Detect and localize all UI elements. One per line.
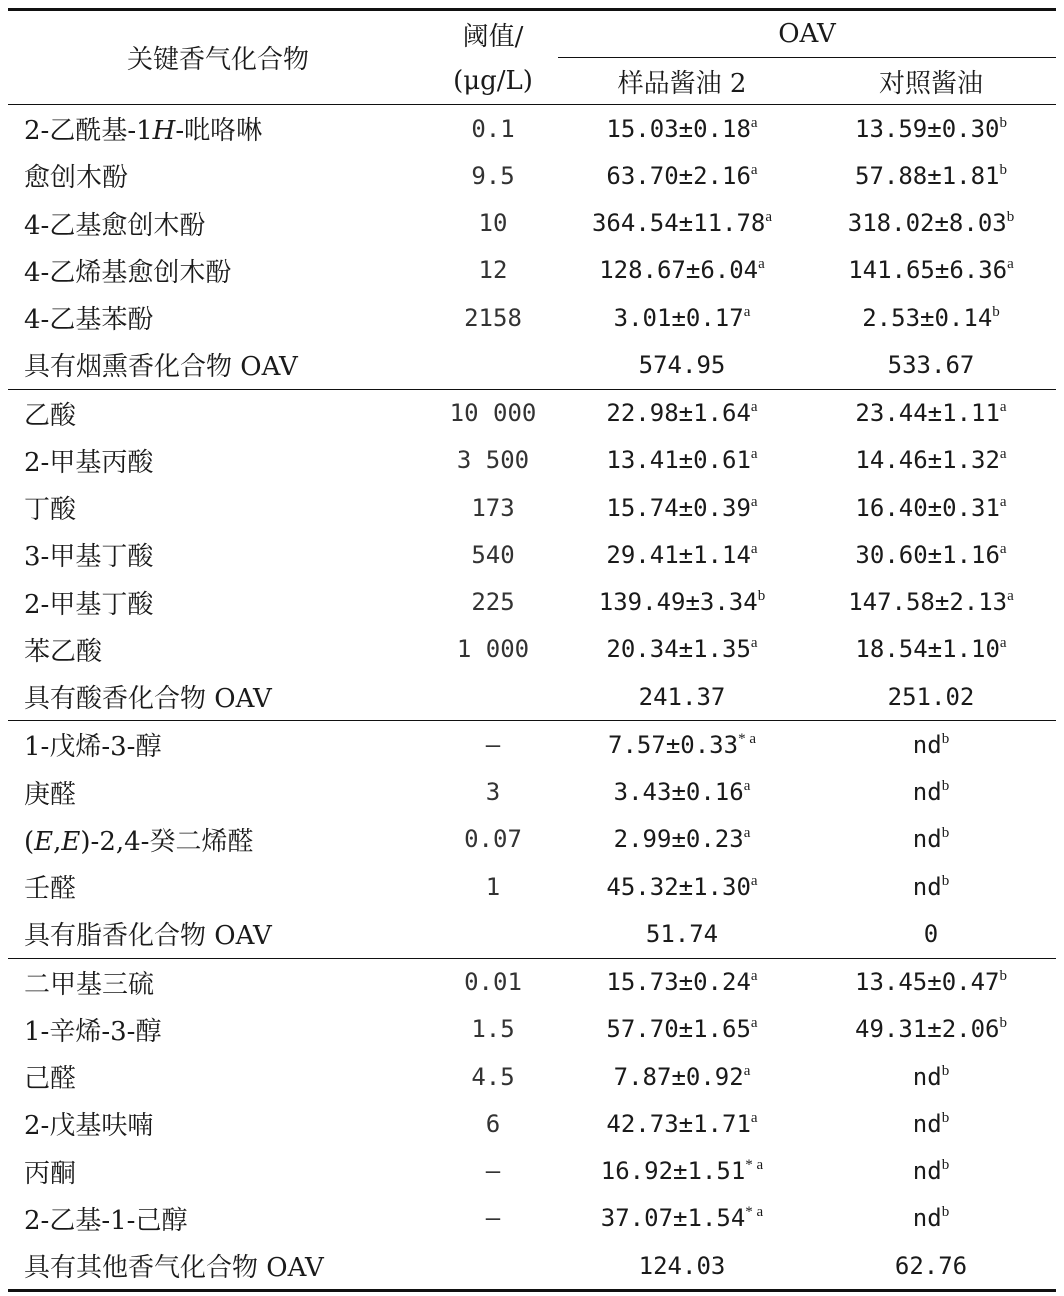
sample-significance: a: [750, 114, 758, 131]
sample-oav-value: 57.70±1.65: [606, 1015, 751, 1044]
compound-group: [8, 389, 1056, 721]
control-oav: [806, 1053, 1056, 1100]
control-oav-value: 147.58±2.13: [848, 588, 1008, 617]
compound-name: 4-乙烯基愈创木酚: [24, 257, 232, 288]
control-oav: [806, 816, 1056, 863]
compound-name: 1-戊烯-3-醇: [24, 732, 162, 763]
control-oav: [806, 1006, 1056, 1053]
table-row: [8, 863, 1056, 910]
control-oav: [806, 200, 1056, 247]
sample-oav-value: 7.87±0.92: [613, 1062, 744, 1091]
control-significance: b: [941, 1062, 950, 1079]
sample-oav-value: 45.32±1.30: [606, 872, 751, 901]
control-total: 533.67: [887, 350, 975, 379]
control-significance: b: [941, 1109, 950, 1126]
sample-oav: [558, 1148, 806, 1195]
sample-significance: a: [750, 635, 758, 652]
threshold-value: 225: [471, 588, 515, 617]
compound-name: 苯乙酸: [24, 636, 103, 667]
control-oav-value: nd: [912, 778, 942, 807]
table-row: [8, 721, 1056, 769]
threshold-value: 3 500: [456, 446, 530, 475]
table-row: [8, 1195, 1056, 1242]
table-row: [8, 769, 1056, 816]
control-significance: a: [999, 540, 1007, 557]
control-significance: b: [941, 730, 950, 747]
sample-oav: [558, 152, 806, 199]
sample-total: 574.95: [638, 350, 726, 379]
compound-header: 关键香气化合物: [126, 45, 309, 75]
table-header: [8, 10, 1056, 105]
threshold-value: 0.07: [464, 825, 522, 854]
control-oav: [806, 389, 1056, 437]
compound-name: 4-乙基苯酚: [24, 305, 154, 336]
control-significance: a: [999, 399, 1007, 416]
control-oav: [806, 769, 1056, 816]
sample-oav-value: 364.54±11.78: [591, 209, 766, 238]
sample-oav-value: 15.03±0.18: [606, 114, 751, 143]
control-significance: b: [999, 161, 1007, 178]
sample-oav-value: 15.74±0.39: [606, 493, 751, 522]
compound-name: 2-戊基呋喃: [24, 1111, 154, 1142]
control-oav-value: nd: [912, 825, 942, 854]
compound-name: 4-乙基愈创木酚: [24, 210, 206, 241]
sample-oav-value: 42.73±1.71: [606, 1109, 751, 1138]
sample-oav: [558, 1195, 806, 1242]
sample-oav-value: 3.43±0.16: [613, 778, 744, 807]
compound-name: 丁酸: [24, 495, 77, 526]
control-oav: [806, 1100, 1056, 1147]
threshold-value: 10: [478, 209, 508, 238]
sample-oav-value: 3.01±0.17: [613, 303, 744, 332]
sample-significance: a: [750, 540, 758, 557]
control-oav: [806, 958, 1056, 1006]
threshold-header-line2: (μg/L): [453, 65, 533, 96]
control-oav: [806, 484, 1056, 531]
sample-significance: a: [750, 1015, 758, 1032]
table-row: [8, 626, 1056, 673]
compound-name: 己醛: [24, 1064, 77, 1095]
control-oav-value: 16.40±0.31: [855, 493, 1000, 522]
sample-oav: [558, 1053, 806, 1100]
sample-significance: a: [765, 209, 773, 226]
control-significance: b: [941, 872, 950, 889]
compound-name: 愈创木酚: [24, 163, 129, 194]
compound-name: 丙酮: [24, 1158, 77, 1189]
control-oav: [806, 1148, 1056, 1195]
control-total: 62.76: [894, 1251, 968, 1280]
sample-total: 124.03: [638, 1251, 726, 1280]
threshold-value: —: [485, 1204, 501, 1233]
control-oav: [806, 626, 1056, 673]
control-oav-value: 13.59±0.30: [855, 114, 1000, 143]
control-oav-value: 141.65±6.36: [848, 256, 1008, 285]
sample-significance: a: [750, 493, 758, 510]
table-row: [8, 1006, 1056, 1053]
sample-significance: a: [743, 825, 751, 842]
compound-name: (E,E)-2,4-癸二烯醛: [24, 826, 254, 857]
compound-group: [8, 105, 1056, 390]
sample-significance: * a: [745, 1157, 764, 1174]
control-oav-value: 2.53±0.14: [862, 303, 993, 332]
control-total: 251.02: [887, 682, 975, 711]
total-label: 具有酸香化合物 OAV: [24, 684, 272, 715]
threshold-value: 2158: [464, 303, 522, 332]
sample-oav-value: 63.70±2.16: [606, 161, 751, 190]
control-oav-value: 13.45±0.47: [855, 968, 1000, 997]
control-significance: b: [941, 1157, 950, 1174]
sample-significance: a: [750, 968, 758, 985]
total-label: 具有烟熏香化合物 OAV: [24, 352, 298, 383]
sample-total: 241.37: [638, 682, 726, 711]
sample-oav-value: 13.41±0.61: [606, 446, 751, 475]
table-row: [8, 152, 1056, 199]
sample-significance: b: [757, 588, 766, 605]
table-row: [8, 247, 1056, 294]
control-significance: b: [999, 114, 1007, 131]
control-oav: [806, 247, 1056, 294]
control-oav: [806, 152, 1056, 199]
sample-oav-value: 7.57±0.33: [608, 730, 739, 759]
control-significance: b: [941, 825, 950, 842]
sample-significance: * a: [745, 1204, 764, 1221]
total-row: [8, 910, 1056, 958]
control-significance: a: [999, 446, 1007, 463]
sample-oav: [558, 863, 806, 910]
control-significance: b: [941, 1204, 950, 1221]
compound-group: [8, 958, 1056, 1291]
control-oav-value: 318.02±8.03: [847, 209, 1007, 238]
control-oav: [806, 105, 1056, 153]
sample-total: 51.74: [645, 919, 719, 948]
control-oav-value: 18.54±1.10: [855, 635, 1000, 664]
sample-header: 样品酱油 2: [617, 68, 747, 99]
sample-oav-value: 29.41±1.14: [606, 540, 751, 569]
sample-oav: [558, 579, 806, 626]
control-header: 对照酱油: [879, 68, 984, 99]
compound-name: 壬醛: [24, 874, 77, 905]
control-oav-value: nd: [912, 730, 942, 759]
compound-name: 3-甲基丁酸: [24, 542, 154, 573]
sample-oav-value: 2.99±0.23: [613, 825, 744, 854]
sample-oav-value: 139.49±3.34: [598, 588, 758, 617]
compound-name: 2-乙基-1-己醇: [24, 1205, 188, 1236]
sample-oav: [558, 105, 806, 153]
sample-oav: [558, 200, 806, 247]
control-oav: [806, 437, 1056, 484]
control-oav: [806, 863, 1056, 910]
sample-oav: [558, 626, 806, 673]
control-oav-value: nd: [912, 872, 942, 901]
sample-oav: [558, 437, 806, 484]
table-row: [8, 816, 1056, 863]
sample-oav: [558, 247, 806, 294]
total-label: 具有其他香气化合物 OAV: [24, 1253, 324, 1284]
sample-significance: a: [750, 446, 758, 463]
table-row: [8, 437, 1056, 484]
total-row: [8, 341, 1056, 389]
table-row: [8, 389, 1056, 437]
threshold-value: 10 000: [449, 399, 537, 428]
sample-oav-value: 16.92±1.51: [600, 1157, 746, 1186]
table-row: [8, 531, 1056, 578]
sample-significance: * a: [738, 730, 756, 747]
control-oav: [806, 721, 1056, 769]
threshold-header-line1: 阈值/: [462, 21, 524, 52]
compound-name: 2-甲基丁酸: [24, 589, 154, 620]
total-row: [8, 673, 1056, 721]
control-oav: [806, 579, 1056, 626]
sample-oav: [558, 1100, 806, 1147]
table-row: [8, 579, 1056, 626]
compound-group: [8, 721, 1056, 958]
threshold-value: 12: [478, 256, 508, 285]
threshold-value: —: [485, 1157, 501, 1186]
control-oav-value: nd: [912, 1204, 942, 1233]
control-oav-value: 23.44±1.11: [855, 399, 1000, 428]
control-total: 0: [923, 919, 939, 948]
table-row: [8, 1053, 1056, 1100]
control-significance: b: [1006, 209, 1015, 226]
sample-oav-value: 15.73±0.24: [606, 968, 751, 997]
threshold-value: 9.5: [471, 161, 515, 190]
control-oav: [806, 531, 1056, 578]
compound-name: 乙酸: [24, 400, 77, 431]
control-significance: a: [999, 493, 1007, 510]
control-oav-value: 30.60±1.16: [855, 540, 1000, 569]
control-oav-value: 14.46±1.32: [855, 446, 1000, 475]
sample-significance: a: [750, 399, 758, 416]
threshold-value: 0.1: [471, 114, 515, 143]
threshold-value: 4.5: [471, 1062, 515, 1091]
control-significance: a: [1007, 588, 1014, 605]
threshold-value: 0.01: [464, 968, 522, 997]
control-significance: b: [992, 303, 1000, 320]
oav-header: OAV: [558, 10, 1056, 58]
control-oav: [806, 1195, 1056, 1242]
sample-significance: a: [750, 161, 758, 178]
sample-oav: [558, 484, 806, 531]
threshold-value: 3: [485, 778, 501, 807]
control-oav-value: 57.88±1.81: [855, 161, 1000, 190]
sample-significance: a: [750, 1109, 758, 1126]
sample-oav-value: 128.67±6.04: [599, 256, 759, 285]
sample-significance: a: [743, 303, 751, 320]
compound-name: 庚醛: [24, 779, 77, 810]
sample-oav-value: 22.98±1.64: [606, 399, 751, 428]
table-row: [8, 958, 1056, 1006]
sample-significance: a: [743, 1062, 751, 1079]
threshold-value: 540: [471, 540, 515, 569]
sample-significance: a: [743, 778, 751, 795]
sample-oav-value: 37.07±1.54: [600, 1204, 746, 1233]
control-oav-value: nd: [912, 1157, 942, 1186]
sample-oav: [558, 816, 806, 863]
threshold-value: 6: [485, 1109, 501, 1138]
control-significance: a: [999, 635, 1007, 652]
threshold-value: 1.5: [471, 1015, 515, 1044]
table-row: [8, 1100, 1056, 1147]
table-row: [8, 1148, 1056, 1195]
table-row: [8, 294, 1056, 341]
table-row: [8, 200, 1056, 247]
sample-significance: a: [750, 872, 758, 889]
sample-oav: [558, 721, 806, 769]
control-significance: b: [941, 778, 950, 795]
compound-name: 1-辛烯-3-醇: [24, 1016, 162, 1047]
compound-name: 2-甲基丙酸: [24, 447, 154, 478]
threshold-value: 1 000: [456, 635, 530, 664]
total-row: [8, 1242, 1056, 1291]
sample-oav: [558, 389, 806, 437]
sample-oav: [558, 294, 806, 341]
compound-name: 二甲基三硫: [24, 969, 155, 1000]
oav-table: [8, 8, 1056, 1292]
threshold-value: —: [485, 730, 501, 759]
sample-oav: [558, 1006, 806, 1053]
sample-oav: [558, 769, 806, 816]
table-row: [8, 484, 1056, 531]
sample-oav: [558, 531, 806, 578]
control-significance: b: [999, 1015, 1007, 1032]
control-oav-value: nd: [912, 1062, 942, 1091]
control-significance: b: [999, 968, 1007, 985]
sample-significance: a: [758, 256, 765, 273]
control-significance: a: [1007, 256, 1014, 273]
sample-oav: [558, 958, 806, 1006]
table-row: [8, 105, 1056, 153]
threshold-value: 173: [471, 493, 515, 522]
control-oav: [806, 294, 1056, 341]
total-label: 具有脂香化合物 OAV: [24, 921, 272, 952]
sample-oav-value: 20.34±1.35: [606, 635, 751, 664]
threshold-value: 1: [485, 872, 501, 901]
control-oav-value: 49.31±2.06: [855, 1015, 1000, 1044]
compound-name: 2-乙酰基-1H-吡咯啉: [24, 116, 263, 147]
control-oav-value: nd: [912, 1109, 942, 1138]
